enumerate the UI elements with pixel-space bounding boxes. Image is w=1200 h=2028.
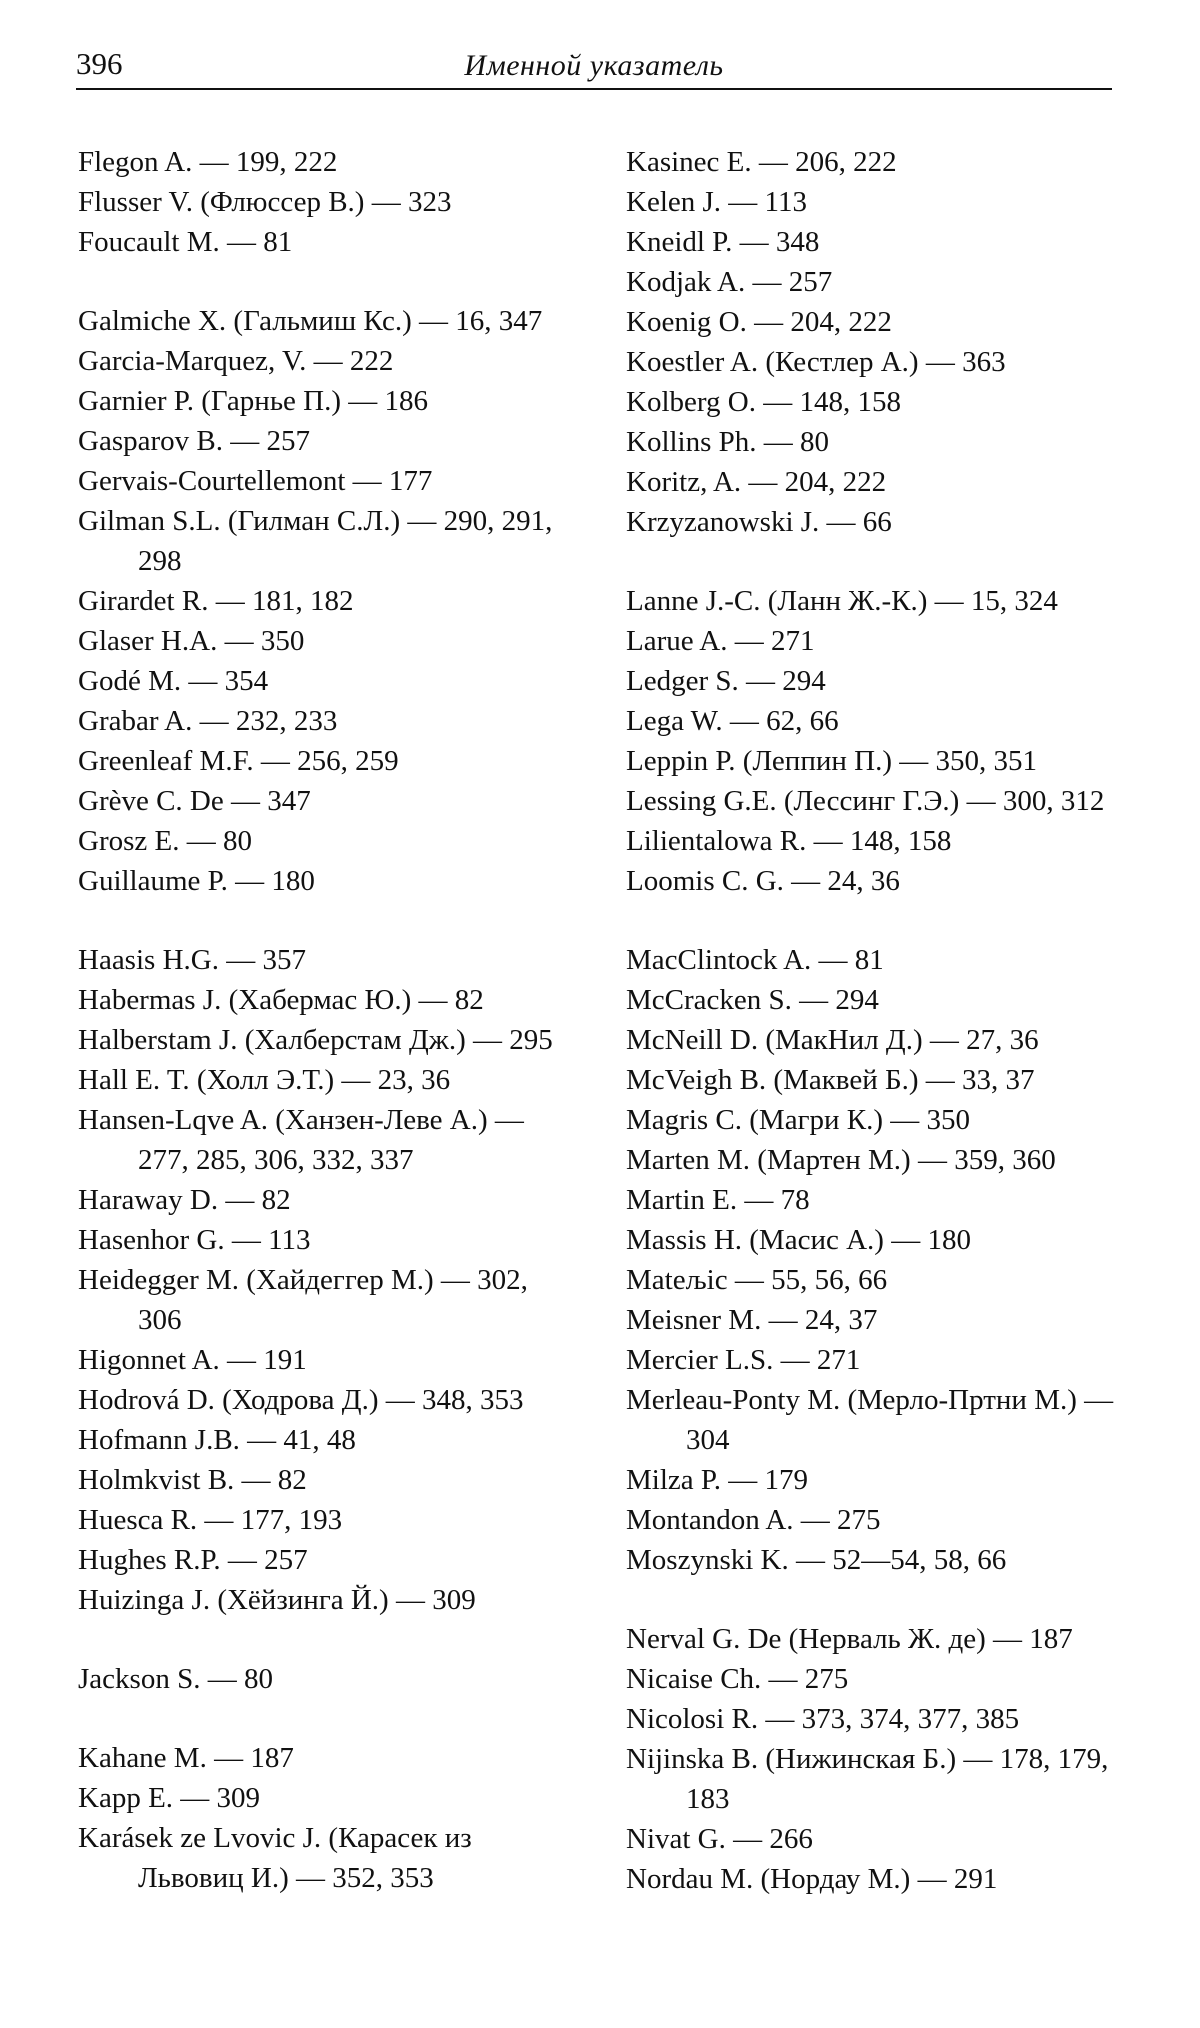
index-entry: Hansen-Lqve A. (Ханзен-Леве А.) — 277, 285, 306, 332, 337 <box>78 1100 578 1180</box>
letter-group <box>78 142 578 262</box>
index-entry: Flusser V. (Флюссер В.) — 323 <box>78 182 578 222</box>
index-entry: Nicolosi R. — 373, 374, 377, 385 <box>626 1699 1126 1739</box>
index-entry: Nicaise Ch. — 275 <box>626 1659 1126 1699</box>
index-entry: Magris C. (Магри К.) — 350 <box>626 1100 1126 1140</box>
index-entry: Halberstam J. (Халберстам Дж.) — 295 <box>78 1020 578 1060</box>
index-entry: Grosz E. — 80 <box>78 821 578 861</box>
index-entry: Kelen J. — 113 <box>626 182 1126 222</box>
index-entry: McVeigh B. (Маквей Б.) — 33, 37 <box>626 1060 1126 1100</box>
index-entry: Kollins Ph. — 80 <box>626 422 1126 462</box>
index-entry: Hodrová D. (Ходрова Д.) — 348, 353 <box>78 1380 578 1420</box>
index-entry: Nordau M. (Нордау М.) — 291 <box>626 1859 1126 1899</box>
index-entry: Loomis C. G. — 24, 36 <box>626 861 1126 901</box>
index-entry: Massis H. (Масис А.) — 180 <box>626 1220 1126 1260</box>
index-entry: Larue A. — 271 <box>626 621 1126 661</box>
index-entry: Galmiche X. (Гальмиш Кс.) — 16, 347 <box>78 301 578 341</box>
index-entry: Koestler A. (Кестлер А.) — 363 <box>626 342 1126 382</box>
letter-group-separator <box>626 901 1126 940</box>
index-entry: Gasparov B. — 257 <box>78 421 578 461</box>
index-entry: Hofmann J.B. — 41, 48 <box>78 1420 578 1460</box>
letter-group <box>78 1738 578 1898</box>
letter-group-separator <box>626 542 1126 581</box>
index-entry: Kneidl P. — 348 <box>626 222 1126 262</box>
index-entry: Heidegger M. (Хайдеггер М.) — 302, 306 <box>78 1260 578 1340</box>
letter-group <box>626 581 1126 901</box>
index-entry: Gilman S.L. (Гилман С.Л.) — 290, 291, 298 <box>78 501 578 581</box>
index-entry: Hughes R.P. — 257 <box>78 1540 578 1580</box>
index-entry: Foucault M. — 81 <box>78 222 578 262</box>
index-entry: Greenleaf M.F. — 256, 259 <box>78 741 578 781</box>
letter-group-separator <box>78 262 578 301</box>
index-entry: Flegon A. — 199, 222 <box>78 142 578 182</box>
index-entry: Moszynski K. — 52—54, 58, 66 <box>626 1540 1126 1580</box>
index-entry: Grève C. De — 347 <box>78 781 578 821</box>
index-column-left <box>78 142 578 1898</box>
index-entry: Lessing G.E. (Лессинг Г.Э.) — 300, 312 <box>626 781 1126 821</box>
letter-group <box>626 142 1126 542</box>
index-entry: MacClintock A. — 81 <box>626 940 1126 980</box>
index-entry: Kodjak A. — 257 <box>626 262 1126 302</box>
index-entry: Grabar A. — 232, 233 <box>78 701 578 741</box>
index-entry: Habermas J. (Хабермас Ю.) — 82 <box>78 980 578 1020</box>
index-entry: Matељic — 55, 56, 66 <box>626 1260 1126 1300</box>
index-entry: Haasis H.G. — 357 <box>78 940 578 980</box>
letter-group <box>78 301 578 901</box>
index-entry: Haraway D. — 82 <box>78 1180 578 1220</box>
index-entry: Kolberg O. — 148, 158 <box>626 382 1126 422</box>
index-entry: Lilientalowa R. — 148, 158 <box>626 821 1126 861</box>
index-entry: Nijinska B. (Нижинская Б.) — 178, 179, 183 <box>626 1739 1126 1819</box>
index-entry: Huizinga J. (Хёйзинга Й.) — 309 <box>78 1580 578 1620</box>
index-entry: Kasinec E. — 206, 222 <box>626 142 1126 182</box>
index-entry: Martin E. — 78 <box>626 1180 1126 1220</box>
index-entry: Ledger S. — 294 <box>626 661 1126 701</box>
letter-group <box>78 1659 578 1699</box>
index-entry: Garcia-Marquez, V. — 222 <box>78 341 578 381</box>
index-entry: Koenig O. — 204, 222 <box>626 302 1126 342</box>
letter-group <box>626 1619 1126 1899</box>
index-entry: Meisner M. — 24, 37 <box>626 1300 1126 1340</box>
index-entry: Hall E. T. (Холл Э.Т.) — 23, 36 <box>78 1060 578 1100</box>
index-entry: Karásek ze Lvovic J. (Карасек из Львовиц И.) — 352, 353 <box>78 1818 578 1898</box>
index-entry: Montandon A. — 275 <box>626 1500 1126 1540</box>
index-entry: Milza P. — 179 <box>626 1460 1126 1500</box>
index-entry: Kapp E. — 309 <box>78 1778 578 1818</box>
letter-group-separator <box>626 1580 1126 1619</box>
page-number: 396 <box>76 46 123 82</box>
index-entry: Mercier L.S. — 271 <box>626 1340 1126 1380</box>
index-entry: Higonnet A. — 191 <box>78 1340 578 1380</box>
index-entry: Garnier P. (Гарнье П.) — 186 <box>78 381 578 421</box>
index-entry: Guillaume P. — 180 <box>78 861 578 901</box>
letter-group <box>78 940 578 1620</box>
index-entry: Huesca R. — 177, 193 <box>78 1500 578 1540</box>
index-entry: Koritz, A. — 204, 222 <box>626 462 1126 502</box>
index-entry: Girardet R. — 181, 182 <box>78 581 578 621</box>
page-header <box>76 42 1112 90</box>
running-title: Именной указатель <box>76 48 1112 84</box>
index-entry: Gervais-Courtellemont — 177 <box>78 461 578 501</box>
index-entry: Leppin P. (Леппин П.) — 350, 351 <box>626 741 1126 781</box>
index-entry: Hasenhor G. — 113 <box>78 1220 578 1260</box>
index-entry: Holmkvist B. — 82 <box>78 1460 578 1500</box>
letter-group-separator <box>78 1699 578 1738</box>
index-entry: Krzyzanowski J. — 66 <box>626 502 1126 542</box>
index-entry: Nerval G. De (Нерваль Ж. де) — 187 <box>626 1619 1126 1659</box>
index-entry: McNeill D. (МакНил Д.) — 27, 36 <box>626 1020 1126 1060</box>
index-entry: Lanne J.-C. (Ланн Ж.-К.) — 15, 324 <box>626 581 1126 621</box>
letter-group <box>626 940 1126 1580</box>
index-entry: Godé M. — 354 <box>78 661 578 701</box>
letter-group-separator <box>78 901 578 940</box>
index-entry: Kahane M. — 187 <box>78 1738 578 1778</box>
index-entry: Merleau-Ponty M. (Мерло-Пртни М.) — 304 <box>626 1380 1126 1460</box>
index-entry: McCracken S. — 294 <box>626 980 1126 1020</box>
index-column-right <box>626 142 1126 1899</box>
index-entry: Glaser H.A. — 350 <box>78 621 578 661</box>
index-entry: Jackson S. — 80 <box>78 1659 578 1699</box>
index-entry: Marten M. (Мартен М.) — 359, 360 <box>626 1140 1126 1180</box>
index-entry: Nivat G. — 266 <box>626 1819 1126 1859</box>
index-entry: Lega W. — 62, 66 <box>626 701 1126 741</box>
letter-group-separator <box>78 1620 578 1659</box>
